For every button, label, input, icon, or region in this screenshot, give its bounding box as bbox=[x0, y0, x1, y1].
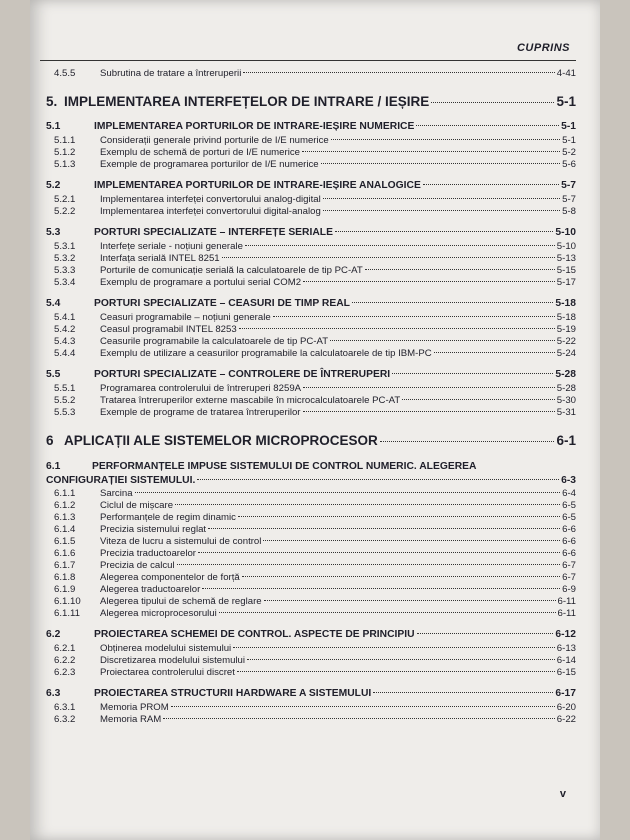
toc-page-number: 5-18 bbox=[555, 298, 576, 309]
toc-entry-number: 5.4.3 bbox=[54, 336, 76, 347]
toc-page-number: 6-1 bbox=[556, 433, 576, 448]
toc-entry-title: IMPLEMENTAREA PORTURILOR DE INTRARE-IEȘIRE ANALOGICE bbox=[94, 180, 421, 191]
toc-page-number: 6-3 bbox=[561, 475, 576, 486]
toc-entry-number: 6.1.7 bbox=[54, 560, 76, 571]
toc-subsection-entry bbox=[40, 277, 576, 289]
toc-entry-number: 5.4.4 bbox=[54, 348, 76, 359]
dot-leader bbox=[219, 612, 556, 613]
toc-entry-title: Interfața serială INTEL 8251 bbox=[100, 253, 220, 264]
dot-leader bbox=[302, 151, 560, 152]
toc-subsection-entry bbox=[40, 524, 576, 536]
toc-entry-number: 5.2 bbox=[46, 180, 61, 191]
toc-entry-title: Memoria PROM bbox=[100, 702, 169, 713]
dot-leader bbox=[238, 516, 560, 517]
toc-entry-title: Performanțele de regim dinamic bbox=[100, 512, 236, 523]
dot-leader bbox=[431, 102, 554, 103]
dot-leader bbox=[177, 564, 560, 565]
dot-leader bbox=[323, 210, 560, 211]
toc-entry-title: IMPLEMENTAREA INTERFEȚELOR DE INTRARE / IEȘIRE bbox=[64, 94, 430, 109]
toc-page-number: 6-6 bbox=[562, 548, 576, 559]
toc-subsection-entry bbox=[40, 336, 576, 348]
toc-entry-number: 6.2 bbox=[46, 629, 61, 640]
dot-leader bbox=[198, 552, 560, 553]
toc-entry-title: Considerații generale privind porturile de I/E numerice bbox=[100, 135, 329, 146]
dot-leader bbox=[303, 411, 555, 412]
running-header: CUPRINS bbox=[516, 42, 570, 54]
toc-entry-number: 5.5.3 bbox=[54, 407, 76, 418]
toc-page-number: 6-5 bbox=[562, 512, 576, 523]
toc-entry-number: 5.3.3 bbox=[54, 265, 76, 276]
toc-page-number: 5-2 bbox=[562, 147, 576, 158]
toc-entry-line bbox=[40, 460, 576, 474]
toc-page-number: 4-41 bbox=[556, 68, 576, 79]
toc-entry-number: 5.1.1 bbox=[54, 135, 76, 146]
dot-leader bbox=[434, 352, 555, 353]
toc-page-number: 5-1 bbox=[562, 135, 576, 146]
toc-section-entry bbox=[40, 180, 576, 194]
toc-entry-number: 6.1.4 bbox=[54, 524, 76, 535]
toc-page-number: 6-22 bbox=[556, 714, 576, 725]
dot-leader bbox=[273, 316, 555, 317]
toc-entry-number: 5.4.2 bbox=[54, 324, 76, 335]
toc-entry-title: Alegerea microprocesorului bbox=[100, 608, 217, 619]
toc-entry-number: 4.5.5 bbox=[54, 68, 76, 79]
toc-page-number: 5-8 bbox=[562, 206, 576, 217]
toc-page-number: 5-10 bbox=[556, 241, 576, 252]
toc-entry-number: 5.1.2 bbox=[54, 147, 76, 158]
toc-subsection-entry bbox=[40, 596, 576, 608]
toc-section-title-cont: CONFIGURAȚIEI SISTEMULUI. bbox=[46, 475, 196, 486]
toc-subsection-entry bbox=[40, 324, 576, 336]
toc-section-entry bbox=[40, 688, 576, 702]
toc-entry-title: Precizia sistemului reglat bbox=[100, 524, 207, 535]
toc-entry-title: PORTURI SPECIALIZATE – CEASURI DE TIMP REAL bbox=[94, 298, 350, 309]
toc-entry-number: 6.2.2 bbox=[54, 655, 76, 666]
toc-entry-title: Implementarea interfeței convertorului digital-analog bbox=[100, 206, 321, 217]
toc-subsection-entry bbox=[40, 536, 576, 548]
toc-page-number: 6-7 bbox=[562, 560, 576, 571]
toc-page-number: 5-18 bbox=[556, 312, 576, 323]
toc-entry-number: 6.3 bbox=[46, 688, 61, 699]
toc-subsection-entry bbox=[40, 560, 576, 572]
dot-leader bbox=[365, 269, 555, 270]
dot-leader bbox=[233, 647, 555, 648]
toc-page-number: 6-7 bbox=[562, 572, 576, 583]
toc-entry-number: 5.5.2 bbox=[54, 395, 76, 406]
toc-entry-number: 5. bbox=[46, 94, 58, 109]
toc-section-entry bbox=[40, 460, 576, 488]
toc-entry-number: 6.2.1 bbox=[54, 643, 76, 654]
dot-leader bbox=[331, 139, 560, 140]
toc-section-number: 6.1 bbox=[46, 461, 61, 472]
toc-entry-title: Exemplu de utilizare a ceasurilor programabile la calculatoarele de tip IBM-PC bbox=[100, 348, 432, 359]
toc-page-number: 5-15 bbox=[556, 265, 576, 276]
toc-page-number: 5-28 bbox=[555, 369, 576, 380]
dot-leader bbox=[163, 718, 554, 719]
dot-leader bbox=[237, 671, 555, 672]
dot-leader bbox=[380, 441, 555, 442]
toc-subsection-entry bbox=[40, 265, 576, 277]
toc-entry-title: Ceasul programabil INTEL 8253 bbox=[100, 324, 237, 335]
toc-entry-title: Sarcina bbox=[100, 488, 133, 499]
toc-entry-line bbox=[40, 474, 576, 488]
toc-entry-number: 6.2.3 bbox=[54, 667, 76, 678]
dot-leader bbox=[202, 588, 560, 589]
toc-entry-title: Discretizarea modelului sistemului bbox=[100, 655, 246, 666]
toc-entry-number: 6.1.10 bbox=[54, 596, 81, 607]
toc-entry-title: PORTURI SPECIALIZATE – INTERFEȚE SERIALE bbox=[94, 227, 333, 238]
toc-entry-title: Alegerea tipului de schemă de reglare bbox=[100, 596, 262, 607]
toc-entry-number: 6.1.11 bbox=[54, 608, 80, 619]
dot-leader bbox=[239, 328, 555, 329]
toc-entry-title: Implementarea interfeței convertorului analog-digital bbox=[100, 194, 321, 205]
toc-entry-number: 5.3.2 bbox=[54, 253, 76, 264]
toc-entry-number: 5.3.1 bbox=[54, 241, 76, 252]
toc-subsection-entry bbox=[40, 312, 576, 324]
toc-entry-title: PROIECTAREA STRUCTURII HARDWARE A SISTEMULUI bbox=[94, 688, 372, 699]
toc-entry-title: Exemple de programe de tratarea întreruperilor bbox=[100, 407, 301, 418]
toc-entry-title: Viteza de lucru a sistemului de control bbox=[100, 536, 262, 547]
toc-entry-number: 6.1.8 bbox=[54, 572, 76, 583]
toc-page-number: 5-7 bbox=[561, 180, 576, 191]
toc-entry-number: 5.1.3 bbox=[54, 159, 76, 170]
toc-page-number: 5-7 bbox=[562, 194, 576, 205]
toc-subsection-entry bbox=[40, 655, 576, 667]
toc-subsection-entry bbox=[40, 572, 576, 584]
toc-entry-number: 6.3.2 bbox=[54, 714, 76, 725]
dot-leader bbox=[171, 706, 555, 707]
dot-leader bbox=[373, 692, 553, 693]
toc-page-number: 6-20 bbox=[556, 702, 576, 713]
toc-page-number: 5-31 bbox=[556, 407, 576, 418]
toc-subsection-entry bbox=[40, 383, 576, 395]
toc-entry-title: Tratarea întreruperilor externe mascabile în microcalculatoarele PC-AT bbox=[100, 395, 401, 406]
toc-page-number: 6-17 bbox=[555, 688, 576, 699]
toc-page-number: 5-28 bbox=[556, 383, 576, 394]
header-rule bbox=[40, 60, 576, 61]
toc-entry-title: Exemplu de schemă de porturi de I/E numerice bbox=[100, 147, 300, 158]
toc-entry-number: 6.3.1 bbox=[54, 702, 76, 713]
toc-entry-number: 6.1.3 bbox=[54, 512, 76, 523]
toc-section-title: PERFORMANȚELE IMPUSE SISTEMULUI DE CONTROL NUMERIC. ALEGEREA bbox=[92, 461, 477, 472]
dot-leader bbox=[417, 633, 554, 634]
toc-entry-number: 5.1 bbox=[46, 121, 61, 132]
toc-section-entry bbox=[40, 369, 576, 383]
dot-leader bbox=[222, 257, 555, 258]
toc-subsection-entry bbox=[40, 206, 576, 218]
toc-subsection-entry bbox=[40, 608, 576, 620]
dot-leader bbox=[416, 125, 559, 126]
document-page bbox=[30, 0, 600, 840]
dot-leader bbox=[243, 72, 554, 73]
toc-entry-number: 5.2.1 bbox=[54, 194, 76, 205]
toc-subsection-entry bbox=[40, 241, 576, 253]
toc-subsection-entry bbox=[40, 348, 576, 360]
dot-leader bbox=[263, 540, 560, 541]
dot-leader bbox=[242, 576, 560, 577]
toc-entry-number: 6.1.6 bbox=[54, 548, 76, 559]
toc-entry-number: 5.3.4 bbox=[54, 277, 76, 288]
toc-entry-title: Obținerea modelului sistemului bbox=[100, 643, 232, 654]
dot-leader bbox=[323, 198, 560, 199]
toc-page-number: 5-24 bbox=[556, 348, 576, 359]
dot-leader bbox=[321, 163, 560, 164]
toc-subsection-entry bbox=[40, 159, 576, 171]
table-of-contents bbox=[40, 64, 576, 726]
dot-leader bbox=[303, 281, 555, 282]
toc-entry-title: Proiectarea controlerului discret bbox=[100, 667, 235, 678]
toc-page-number: 6-5 bbox=[562, 500, 576, 511]
toc-chapter-entry bbox=[40, 433, 576, 451]
toc-entry-title: Exemple de programarea porturilor de I/E numerice bbox=[100, 159, 319, 170]
toc-page-number: 5-13 bbox=[556, 253, 576, 264]
toc-subsection-entry bbox=[40, 500, 576, 512]
toc-subsection-entry bbox=[40, 667, 576, 679]
toc-page-number: 5-17 bbox=[556, 277, 576, 288]
toc-entry-number: 5.4.1 bbox=[54, 312, 76, 323]
toc-entry-number: 5.4 bbox=[46, 298, 61, 309]
toc-page-number: 6-9 bbox=[562, 584, 576, 595]
toc-subsection-entry bbox=[40, 253, 576, 265]
toc-subsection-entry bbox=[40, 643, 576, 655]
toc-entry-title: Memoria RAM bbox=[100, 714, 162, 725]
toc-chapter-entry bbox=[40, 94, 576, 112]
toc-subsection-entry bbox=[40, 584, 576, 596]
toc-subsection-entry bbox=[40, 135, 576, 147]
toc-subsection-entry bbox=[40, 395, 576, 407]
toc-entry-number: 6 bbox=[46, 433, 54, 448]
toc-subsection-entry bbox=[40, 702, 576, 714]
toc-page-number: 6-14 bbox=[556, 655, 576, 666]
toc-entry-number: 6.1.1 bbox=[54, 488, 76, 499]
dot-leader bbox=[264, 600, 556, 601]
toc-subsection-entry bbox=[40, 68, 576, 80]
dot-leader bbox=[247, 659, 555, 660]
toc-entry-title: Ceasuri programabile – noțiuni generale bbox=[100, 312, 271, 323]
toc-section-entry bbox=[40, 121, 576, 135]
toc-entry-title: PORTURI SPECIALIZATE – CONTROLERE DE ÎNTRERUPERI bbox=[94, 369, 391, 380]
toc-entry-title: Alegerea componentelor de forță bbox=[100, 572, 240, 583]
toc-page-number: 5-1 bbox=[556, 94, 576, 109]
toc-entry-title: Alegerea traductoarelor bbox=[100, 584, 201, 595]
toc-entry-title: Exemplu de programare a portului serial COM2 bbox=[100, 277, 302, 288]
toc-page-number: 6-11 bbox=[557, 596, 576, 607]
toc-page-number: 5-30 bbox=[556, 395, 576, 406]
dot-leader bbox=[402, 399, 555, 400]
toc-section-entry bbox=[40, 227, 576, 241]
toc-entry-title: APLICAȚII ALE SISTEMELOR MICROPROCESOR bbox=[64, 433, 378, 448]
toc-entry-title: Precizia traductoarelor bbox=[100, 548, 196, 559]
dot-leader bbox=[175, 504, 560, 505]
toc-entry-number: 5.2.2 bbox=[54, 206, 76, 217]
toc-page-number: 5-10 bbox=[555, 227, 576, 238]
toc-subsection-entry bbox=[40, 714, 576, 726]
toc-page-number: 6-4 bbox=[562, 488, 576, 499]
toc-entry-title: Porturile de comunicație serială la calculatoarele de tip PC-AT bbox=[100, 265, 363, 276]
toc-page-number: 6-6 bbox=[562, 524, 576, 535]
toc-subsection-entry bbox=[40, 512, 576, 524]
dot-leader bbox=[352, 302, 553, 303]
dot-leader bbox=[423, 184, 559, 185]
toc-page-number: 5-1 bbox=[561, 121, 576, 132]
toc-entry-title: Interfețe seriale - noțiuni generale bbox=[100, 241, 243, 252]
page-number: v bbox=[559, 788, 566, 800]
dot-leader bbox=[135, 492, 561, 493]
toc-entry-number: 6.1.5 bbox=[54, 536, 76, 547]
toc-subsection-entry bbox=[40, 194, 576, 206]
toc-entry-number: 5.3 bbox=[46, 227, 61, 238]
toc-page-number: 6-6 bbox=[562, 536, 576, 547]
dot-leader bbox=[330, 340, 555, 341]
toc-entry-number: 5.5 bbox=[46, 369, 61, 380]
toc-entry-number: 5.5.1 bbox=[54, 383, 76, 394]
toc-subsection-entry bbox=[40, 488, 576, 500]
toc-subsection-entry bbox=[40, 407, 576, 419]
toc-subsection-entry bbox=[40, 548, 576, 560]
dot-leader bbox=[335, 231, 553, 232]
dot-leader bbox=[392, 373, 553, 374]
toc-entry-title: IMPLEMENTAREA PORTURILOR DE INTRARE-IEȘIRE NUMERICE bbox=[94, 121, 415, 132]
dot-leader bbox=[245, 245, 555, 246]
toc-section-entry bbox=[40, 629, 576, 643]
toc-page-number: 6-15 bbox=[556, 667, 576, 678]
dot-leader bbox=[208, 528, 560, 529]
toc-page-number: 6-12 bbox=[555, 629, 576, 640]
toc-page-number: 5-19 bbox=[556, 324, 576, 335]
toc-entry-title: Subrutina de tratare a întreruperii bbox=[100, 68, 242, 79]
toc-entry-title: Ceasurile programabile la calculatoarele de tip PC-AT bbox=[100, 336, 329, 347]
toc-entry-number: 6.1.9 bbox=[54, 584, 76, 595]
toc-page-number: 6-11 bbox=[557, 608, 576, 619]
toc-section-entry bbox=[40, 298, 576, 312]
dot-leader bbox=[303, 387, 555, 388]
toc-subsection-entry bbox=[40, 147, 576, 159]
toc-entry-number: 6.1.2 bbox=[54, 500, 76, 511]
toc-page-number: 5-6 bbox=[562, 159, 576, 170]
toc-entry-title: PROIECTAREA SCHEMEI DE CONTROL. ASPECTE DE PRINCIPIU bbox=[94, 629, 415, 640]
toc-entry-title: Programarea controlerului de întreruperi 8259A bbox=[100, 383, 302, 394]
toc-entry-title: Ciclul de mișcare bbox=[100, 500, 174, 511]
toc-page-number: 6-13 bbox=[556, 643, 576, 654]
toc-page-number: 5-22 bbox=[556, 336, 576, 347]
dot-leader bbox=[197, 479, 559, 480]
toc-entry-title: Precizia de calcul bbox=[100, 560, 175, 571]
